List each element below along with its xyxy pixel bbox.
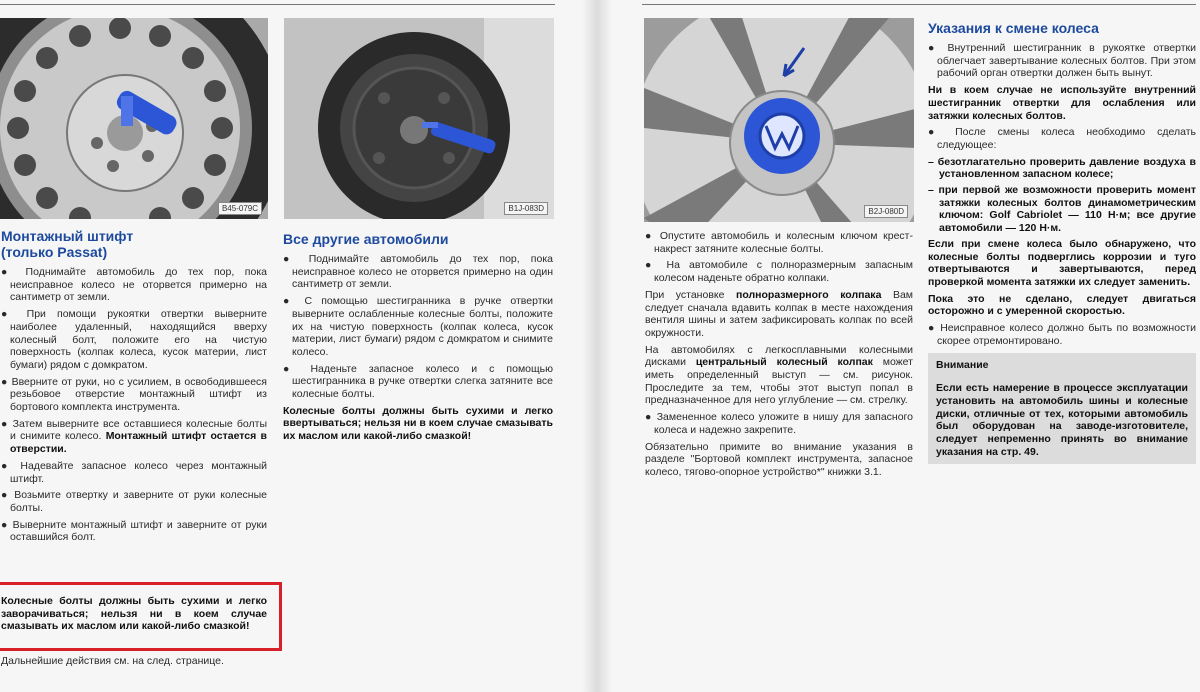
figure-other-wheel xyxy=(284,18,554,219)
after-change-intro: ● После смены колеса необходимо сделать следующее: xyxy=(928,126,1196,151)
heading-passat-line2: (только Passat) xyxy=(1,244,108,260)
step2-lift: ● Поднимайте автомобиль до тех пор, пока неисправное колесо не оторвется примерно на один сантиметр от земли. xyxy=(283,253,553,291)
step-lift: ● Поднимайте автомобиль до тех пор, пока неисправное колесо не оторвется примерно на сантиметр от земли. xyxy=(1,266,267,304)
hex-note: ● Внутренний шестигранник в рукоятке отвертки облегчает завертывание колесных болтов. При этом рабочий орган отвертки должен быть вынут. xyxy=(928,42,1196,80)
wheel-photo-2 xyxy=(284,18,554,219)
heading-instructions: Указания к смене колеса xyxy=(928,20,1099,36)
page-gutter xyxy=(582,0,612,692)
step-stow-wheel: ● Замененное колесо уложите в нишу для запасного колеса и надежно закрепите. xyxy=(645,411,913,436)
warning-highlight-frame xyxy=(0,582,282,651)
corrosion-note: Если при смене колеса было обнаружено, что колесные болты подверглись коррозии и туго отвертываются и завертываются, перед проверкой момента затяжки их следует заменить. xyxy=(928,237,1196,288)
figure-label-1: B45-079C xyxy=(218,202,262,215)
footer-next-page: Дальнейшие действия см. на след. странице. xyxy=(1,655,224,667)
attention-box xyxy=(928,353,1196,464)
warning-other-cars: Колесные болты должны быть сухими и легко ввертываться; нельзя ни в коем случае смазывать их маслом или какой-либо смазкой! xyxy=(283,404,553,443)
figure-label-3: B2J-080D xyxy=(864,205,908,218)
alloy-hubcap-text-a: На автомобилях с легкосплавными колесными дисками xyxy=(645,343,913,369)
vw-hubcap xyxy=(744,98,820,174)
full-hubcap-text-b: Вам следует сначала вдавить колпак в месте нахождения вентиля шины и затем зафиксировать колпак по всей окружности. xyxy=(645,288,913,339)
step2-loosen-bolts: ● С помощью шестигранника в ручке отвертки выверните ослабленные колесные болты, положите их на чистую поверхность (колпак колеса, кусок материи, лист бумаги) рядом с домкратом и снимите колесо. xyxy=(283,295,553,358)
drive-carefully: Пока это не сделано, следует двигаться осторожно и с умеренной скоростью. xyxy=(928,292,1196,318)
figure-label-2: B1J-083D xyxy=(504,202,548,215)
check-torque: – при первой же возможности проверить момент затяжки колесных болтов динамометрическим ключом: Golf Cabriolet — 110 Н·м; все другие автомобили — 120 Н·м. xyxy=(928,184,1196,235)
full-hubcap-bold: полноразмерного колпака xyxy=(735,288,882,301)
attention-text: Если есть намерение в процессе эксплуатации установить на автомобиль шины и колесные диски, отличные от тех, которыми автомобиль был оборудован на заводе-изготовителе, следует непременно принять во внимание указания на стр. 49. xyxy=(936,382,1188,458)
step-insert-pin: ● Вверните от руки, но с усилием, в освободившееся резьбовое отверстие монтажный штифт из бортового комплекта инструмента. xyxy=(1,375,267,414)
heading-other-cars: Все другие автомобили xyxy=(283,231,449,247)
warning-passat: Колесные болты должны быть сухими и легко заворачиваться; нельзя ни в коем случае смазывать их маслом или какой-либо смазкой! xyxy=(1,595,267,633)
heading-passat-line1: Монтажный штифт xyxy=(1,228,134,244)
column-passat xyxy=(1,228,267,548)
alloy-hubcap-note xyxy=(645,344,913,408)
step-hubcaps: ● На автомобиле с полноразмерным запасным колесом наденьте обратно колпаки. xyxy=(645,259,913,285)
repair-note: ● Неисправное колесо должно быть по возможности скорее отремонтировано. xyxy=(928,322,1196,347)
step-remove-wheel-text: ● Затем выверните все оставшиеся колесные болты и снимите колесо. xyxy=(1,417,267,443)
alloy-hubcap-bold: центральный колесный колпак xyxy=(695,356,873,369)
attention-title: Внимание xyxy=(936,359,989,372)
step-screw-bolts: ● Возьмите отвертку и заверните от руки колесные болты. xyxy=(1,489,267,514)
wheel-photo-3 xyxy=(644,18,914,222)
step-mount-spare: ● Надевайте запасное колесо через монтажный штифт. xyxy=(1,459,267,485)
check-pressure: – безотлагательно проверить давление воздуха в установленном запасном колесе; xyxy=(928,155,1196,181)
step-remove-wheel xyxy=(1,417,268,456)
column-instructions xyxy=(928,20,1196,464)
full-hubcap-text-a: При установке xyxy=(645,288,725,301)
step-remove-pin: ● Выверните монтажный штифт и заверните от руки оставшийся болт. xyxy=(1,518,267,544)
alloy-hubcap-text-b: может иметь определенный выступ — см. рисунок. Проследите за тем, чтобы этот выступ попал в предназначенное для него углубление — см. стрелку. xyxy=(645,356,913,407)
wheel-photo-1 xyxy=(0,18,268,219)
hex-warning: Ни в коем случае не используйте внутренний шестигранник отвертки для ослабления или затяжки колесных болтов. xyxy=(928,84,1196,122)
step-lower-car: ● Опустите автомобиль и колесным ключом крест-накрест затяните колесные болты. xyxy=(645,230,913,255)
top-rule-left xyxy=(0,4,555,5)
top-rule-right xyxy=(642,4,1196,5)
full-hubcap-note xyxy=(645,289,913,340)
column-finishing xyxy=(645,230,913,483)
column-other-cars xyxy=(283,231,553,447)
step-remove-top-bolt: ● При помощи рукоятки отвертки выверните наиболее удаленный, находящийся вверху колесный болт, положите его на чистую поверхность (колпак колеса, кусок материи, лист бумаги) рядом с домкратом. xyxy=(1,308,267,371)
reference-note: Обязательно примите во внимание указания в разделе "Бортовой комплект инструмента, запасное колесо, тягово-опорное устройство*" книжки 3.1. xyxy=(645,440,913,478)
heading-passat xyxy=(1,228,267,260)
step-remove-wheel-bold: Монтажный штифт остается в отверстии. xyxy=(10,430,268,456)
step2-mount-spare: ● Наденьте запасное колесо и с помощью шестигранника в ручке отвертки слегка затяните все колесные болты. xyxy=(283,362,553,401)
figure-passat-wheel xyxy=(0,18,268,219)
figure-alloy-wheel xyxy=(644,18,914,222)
